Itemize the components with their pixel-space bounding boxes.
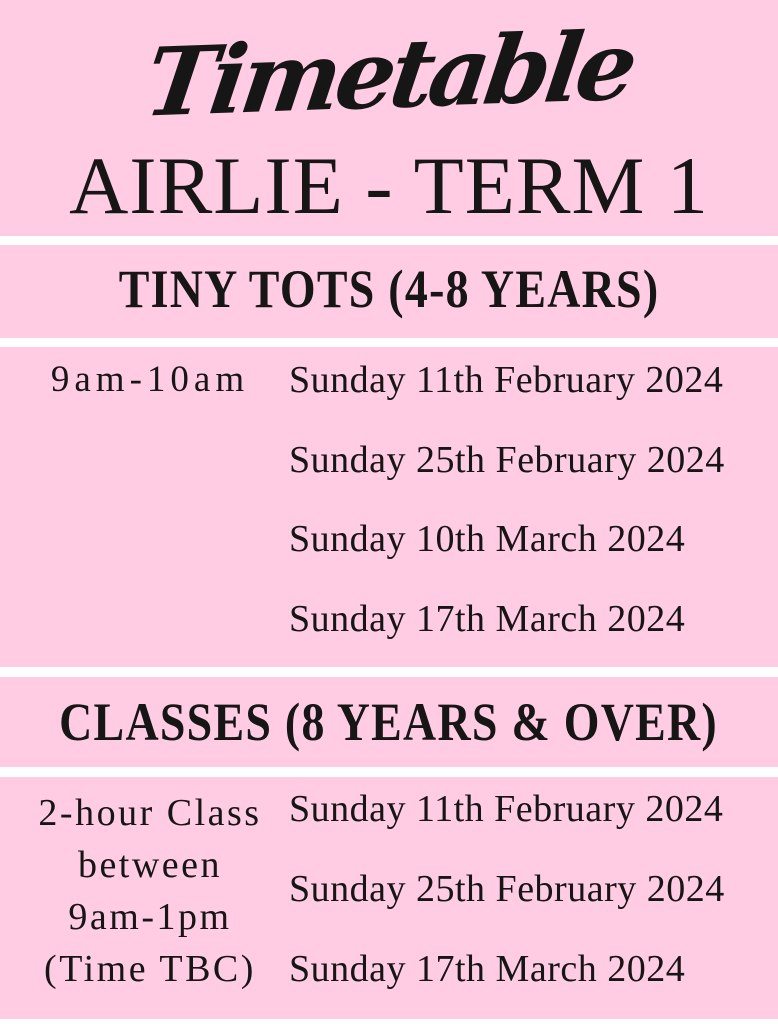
section-divider [0, 1019, 778, 1024]
time-slot-label-line: 2-hour Class [38, 792, 262, 834]
session-date: Sunday 17th March 2024 [289, 948, 686, 990]
session-date: Sunday 17th March 2024 [289, 598, 686, 640]
section-divider [0, 767, 778, 777]
session-date: Sunday 11th February 2024 [289, 788, 724, 830]
time-slot-label: 9am-10am [50, 359, 250, 400]
time-slot-label-line: 9am-1pm [68, 896, 232, 938]
section-divider [0, 667, 778, 677]
session-date: Sunday 25th February 2024 [289, 439, 725, 481]
section-divider [0, 236, 778, 245]
section-divider [0, 338, 778, 347]
session-date: Sunday 10th March 2024 [289, 518, 686, 560]
session-date: Sunday 25th February 2024 [289, 868, 725, 910]
session-date: Sunday 11th February 2024 [289, 359, 724, 401]
page-title: AIRLIE - TERM 1 [69, 140, 709, 231]
time-slot-label-line: (Time TBC) [44, 948, 256, 990]
script-title: Timetable [138, 11, 640, 139]
time-slot-label-block [10, 787, 290, 995]
section-band-classes [0, 677, 778, 767]
section-band-tiny-tots [0, 245, 778, 333]
section-heading-classes: CLASSES (8 YEARS & OVER) [59, 692, 719, 752]
section-heading-tiny-tots: TINY TOTS (4-8 YEARS) [118, 259, 660, 319]
time-slot-label-line: between [77, 844, 223, 886]
